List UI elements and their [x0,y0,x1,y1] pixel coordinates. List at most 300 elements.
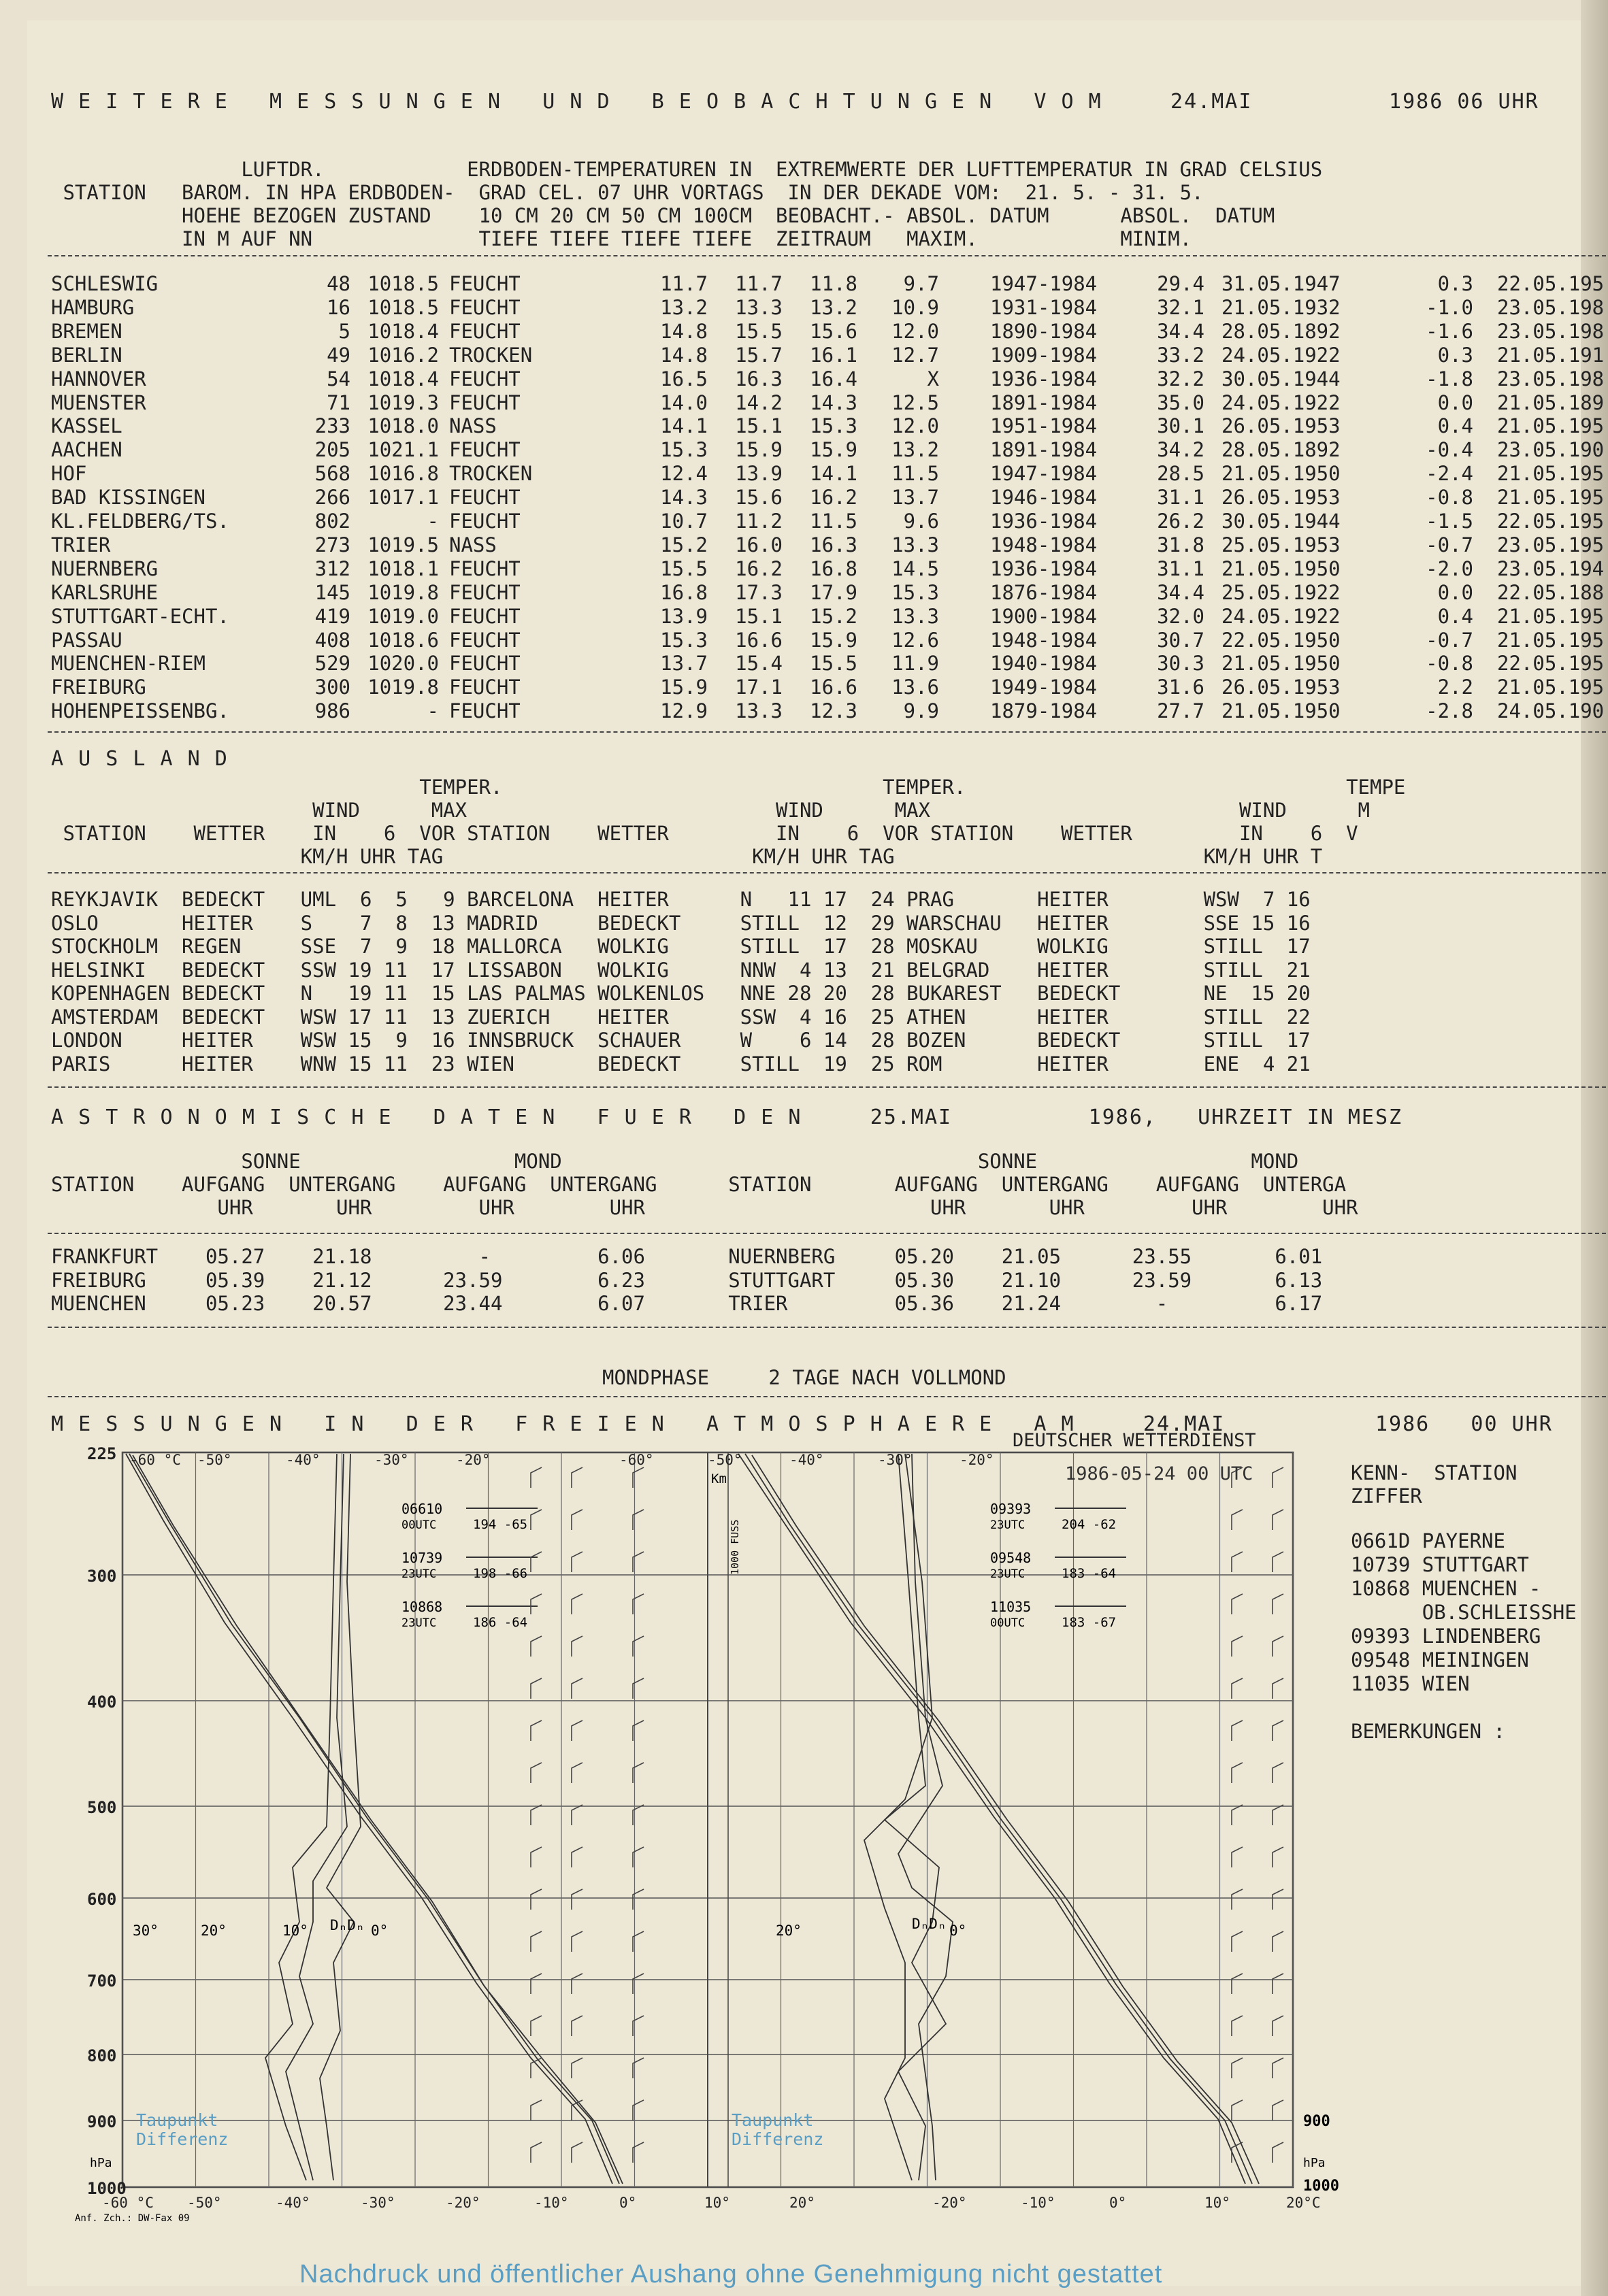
wind-barb [1232,2142,1243,2163]
remarks: BEMERKUNGEN : [1351,1720,1505,1743]
ausland-row: KOPENHAGEN BEDECKT N 19 11 15 LAS PALMAS WOLKENLOS NNE 28 20 28 BUKAREST BEDECKT NE 15 20 [51,982,1311,1005]
pressure-label: 600 [87,1890,117,1909]
ausland-title: A U S L A N D [51,747,229,771]
temp-label-top: -30° [878,1452,913,1468]
table-cell: 15.6 [810,319,857,343]
table-cell: 31.6 [1157,676,1204,699]
wind-barb [572,1763,583,1783]
table-cell: 33.2 [1157,343,1204,367]
legend-id: 10739 [401,1550,443,1566]
table-cell: 23.05.194 [1497,556,1605,580]
wind-barb [1273,1847,1283,1867]
table-cell: FEUCHT [449,628,521,652]
temp-label-bottom: 20° [789,2195,815,2211]
temp-label-bottom: -10° [534,2195,569,2211]
table-cell: NASS [449,414,497,438]
table-cell: 21.05.1950 [1221,652,1341,676]
table-cell: 23.05.195 [1497,533,1605,556]
key-row: 09548 MEININGEN [1351,1648,1529,1671]
table-cell: FEUCHT [449,438,521,462]
pressure-label: 300 [87,1567,117,1586]
divider [48,872,1606,874]
wind-barb [572,1594,583,1614]
table-cell: 14.5 [891,556,939,580]
table-cell: 23.05.198 [1497,319,1605,343]
table-cell: 13.3 [891,533,939,556]
chart-labels [75,1446,1339,2224]
ausland-table [51,888,1311,1076]
table-cell: 15.5 [735,319,783,343]
table-cell: 1876-1984 [990,580,1098,604]
table-cell: 24.05.1922 [1221,390,1341,414]
table-cell: 1946-1984 [990,486,1098,510]
legend-value: 194 -65 [473,1517,528,1532]
table-cell: 568 [314,462,350,486]
wind-barb [1273,2058,1283,2078]
table-cell: 21.05.195 [1497,486,1605,510]
key-row: 10868 MUENCHEN - [1351,1577,1541,1600]
table-cell: KL.FELDBERG/TS. [51,510,229,533]
ausland-row: LONDON HEITER WSW 15 9 16 INNSBRUCK SCHAUER W 6 14 28 BOZEN BEDECKT STILL 17 [51,1029,1311,1052]
germany-header-line: STATION BAROM. IN HPA ERDBODEN- GRAD CEL. 07 UHR VORTAGS IN DER DEKADE VOM: 21. 5. - 31. 5. [51,181,1204,204]
legend-time: 23UTC [401,1567,437,1581]
temp-label-bottom: -20° [932,2195,967,2211]
table-cell: - [427,699,439,723]
table-cell: 12.4 [660,462,708,486]
fuss-label: 1000 FUSS [729,1519,741,1575]
dewpoint-scale-label: 10° [282,1923,308,1939]
table-cell: 32.1 [1157,295,1204,319]
astro-header-line: SONNE MOND SONNE MOND [51,1150,1299,1173]
table-cell: 0.0 [1437,580,1473,604]
table-cell: 1900-1984 [990,604,1098,628]
temp-label-top: -20° [959,1452,994,1468]
dwd-label: DEUTSCHER WETTERDIENST [1013,1430,1256,1451]
wind-barb [1273,1805,1283,1825]
table-cell: 15.3 [660,628,708,652]
table-cell: -2.8 [1426,699,1473,723]
table-cell: TROCKEN [449,462,533,486]
temp-label-bottom: -50° [187,2195,222,2211]
wind-barb [1273,1678,1283,1699]
table-cell: -0.7 [1426,533,1473,556]
table-cell: X [927,367,939,390]
table-cell: 35.0 [1157,390,1204,414]
table-cell: 49 [327,343,350,367]
table-cell: 22.05.195 [1497,510,1605,533]
table-cell: 11.9 [891,652,939,676]
table-cell: FEUCHT [449,486,521,510]
table-cell: 273 [314,533,350,556]
table-cell: 21.05.189 [1497,390,1605,414]
table-cell: 1019.5 [367,533,439,556]
table-cell: 15.9 [660,676,708,699]
pressure-label: 400 [87,1693,117,1712]
table-cell: FEUCHT [449,652,521,676]
table-cell: 16.8 [810,556,857,580]
table-cell: 0.4 [1437,414,1473,438]
table-cell: 15.9 [735,438,783,462]
table-cell: 26.05.1953 [1221,414,1341,438]
chart-footer: Anf. Zch.: DW-Fax 09 [75,2213,190,2224]
table-cell: 1931-1984 [990,295,1098,319]
legend-value: 183 -64 [1062,1566,1117,1581]
table-cell: 11.7 [735,272,783,295]
table-cell: FEUCHT [449,367,521,390]
table-cell: 1948-1984 [990,628,1098,652]
table-cell: 26.05.1953 [1221,676,1341,699]
wind-barb [1232,1636,1243,1657]
table-cell: 15.7 [735,343,783,367]
chart-grid [122,1452,1293,2187]
table-cell: 30.05.1944 [1221,510,1341,533]
legend-time: 23UTC [990,1567,1025,1581]
temp-label-top: -20° [456,1452,491,1468]
temp-label-bottom: 10° [1204,2195,1230,2211]
astro-header [51,1150,1358,1219]
table-cell: -1.5 [1426,510,1473,533]
divider [48,1233,1606,1234]
temp-label-top: -60° [619,1452,654,1468]
table-cell: 13.3 [891,604,939,628]
key-row: 11035 WIEN [1351,1672,1470,1695]
table-cell: 9.7 [903,272,939,295]
table-cell: 1890-1984 [990,319,1098,343]
wind-barb [1273,1510,1283,1530]
wind-barb [531,1931,542,1952]
temp-label-bottom: -60 °C [102,2195,154,2211]
table-cell: 32.2 [1157,367,1204,390]
reprint-notice: Nachdruck und öffentlicher Aushang ohne Genehmigung nicht gestattet [299,2260,1163,2289]
table-cell: 13.2 [660,295,708,319]
table-cell: 1019.0 [367,604,439,628]
table-cell: FEUCHT [449,272,521,295]
table-cell: -0.8 [1426,486,1473,510]
table-cell: 12.7 [891,343,939,367]
table-cell: PASSAU [51,628,122,652]
table-cell: 1879-1984 [990,699,1098,723]
table-cell: 30.7 [1157,628,1204,652]
wind-barb [531,2100,542,2120]
astro-row: MUENCHEN 05.23 20.57 23.44 6.07 TRIER 05.36 21.24 - 6.17 [51,1292,1323,1315]
table-cell: 0.3 [1437,343,1473,367]
wind-barb [1273,1636,1283,1657]
dewpoint-scale-label: DₙDₙ [330,1917,365,1933]
temp-label-top: -40° [789,1452,824,1468]
table-cell: 10.9 [891,295,939,319]
table-cell: 31.8 [1157,533,1204,556]
legend-value: 198 -66 [473,1566,528,1581]
table-cell: MUENCHEN-RIEM [51,652,206,676]
table-cell: 34.4 [1157,580,1204,604]
table-cell: 13.2 [810,295,857,319]
table-cell: 21.05.191 [1497,343,1605,367]
table-cell: 1019.3 [367,390,439,414]
wind-barb [1232,1510,1243,1530]
table-cell: 15.2 [660,533,708,556]
km-label: Km [711,1471,727,1486]
table-cell: 48 [327,272,350,295]
wind-barb [572,1467,583,1488]
table-cell: 11.8 [810,272,857,295]
ausland-row: STOCKHOLM REGEN SSE 7 9 18 MALLORCA WOLKIG STILL 17 28 MOSKAU WOLKIG STILL 17 [51,935,1311,958]
table-cell: 25.05.1953 [1221,533,1341,556]
table-cell: 14.3 [810,390,857,414]
wind-barb [1273,1720,1283,1741]
dewpoint-scale-label: 20° [776,1923,802,1939]
wind-barb [1273,1974,1283,1994]
pressure-label: 900 [87,2112,117,2131]
wind-barb [1232,1594,1243,1614]
table-cell: 21.05.195 [1497,628,1605,652]
astro-header-line: STATION AUFGANG UNTERGANG AUFGANG UNTERGANG STATION AUFGANG UNTERGANG AUFGANG UNTERGA [51,1173,1347,1196]
table-cell: 1909-1984 [990,343,1098,367]
table-cell: 1948-1984 [990,533,1098,556]
chart-soundings [126,1454,1283,2184]
table-cell: 21.05.1950 [1221,556,1341,580]
table-cell: 9.9 [903,699,939,723]
table-cell: 15.6 [735,486,783,510]
table-cell: HOHENPEISSENBG. [51,699,229,723]
wind-barb [531,1889,542,1910]
legend-time: 00UTC [401,1518,437,1532]
table-cell: 205 [314,438,350,462]
table-cell: 1018.1 [367,556,439,580]
wind-barb [572,1931,583,1952]
wind-barb [572,2016,583,2036]
germany-header-line: HOEHE BEZOGEN ZUSTAND 10 CM 20 CM 50 CM 100CM BEOBACHT.- ABSOL. DATUM ABSOL. DATUM [51,204,1275,227]
wind-barb [572,1720,583,1741]
ausland-row: REYKJAVIK BEDECKT UML 6 5 9 BARCELONA HEITER N 11 17 24 PRAG HEITER WSW 7 16 [51,888,1311,911]
legend-id: 06610 [401,1501,443,1517]
wind-barb [531,1594,542,1614]
table-cell: - [427,510,439,533]
pressure-label: 800 [87,2046,117,2065]
table-cell: 28.05.1892 [1221,438,1341,462]
table-cell: 17.3 [735,580,783,604]
table-cell: 24.05.1922 [1221,343,1341,367]
table-cell: 529 [314,652,350,676]
table-cell: 26.2 [1157,510,1204,533]
table-cell: 5 [338,319,350,343]
temp-label-bottom: -40° [276,2195,310,2211]
pressure-label: 1000 [87,2179,127,2198]
table-cell: 16.6 [810,676,857,699]
table-cell: 21.05.1950 [1221,699,1341,723]
key-row: 10739 STUTTGART [1351,1553,1529,1576]
wind-barb [1273,2100,1283,2120]
table-cell: STUTTGART-ECHT. [51,604,229,628]
ausland-row: AMSTERDAM BEDECKT WSW 17 11 13 ZUERICH HEITER SSW 4 16 25 ATHEN HEITER STILL 22 [51,1005,1311,1029]
table-cell: 266 [314,486,350,510]
table-cell: 16.2 [810,486,857,510]
legend-id: 09548 [990,1550,1032,1566]
wind-barb [1232,1974,1243,1994]
table-cell: 1016.8 [367,462,439,486]
wind-barb [572,1678,583,1699]
wind-barb [1232,1678,1243,1699]
table-cell: HOF [51,462,87,486]
table-cell: 14.2 [735,390,783,414]
table-cell: -1.8 [1426,367,1473,390]
table-cell: 21.05.195 [1497,676,1605,699]
germany-header-line: LUFTDR. ERDBODEN-TEMPERATUREN IN EXTREMWERTE DER LUFTTEMPERATUR IN GRAD CELSIUS [51,158,1323,181]
table-cell: 16.3 [810,533,857,556]
pressure-label-right: 1000 [1303,2178,1339,2195]
temp-label-bottom: -10° [1021,2195,1055,2211]
table-cell: 21.05.195 [1497,462,1605,486]
wind-barb [1232,1720,1243,1741]
table-cell: FEUCHT [449,390,521,414]
table-cell: 16.4 [810,367,857,390]
table-cell: 1020.0 [367,652,439,676]
wind-barb [572,2142,583,2163]
temp-label-top: -30° [374,1452,409,1468]
wind-barb [531,1467,542,1488]
table-cell: FEUCHT [449,295,521,319]
main-title: W E I T E R E M E S S U N G E N U N D B E O B A C H T U N G E N V O M 24.MAI 1986 06 UHR [51,90,1539,114]
table-cell: 15.2 [810,604,857,628]
table-cell: 1018.5 [367,272,439,295]
wind-barb [1273,1889,1283,1910]
divider [48,1086,1606,1088]
table-cell: -2.4 [1426,462,1473,486]
table-cell: FEUCHT [449,699,521,723]
temp-label-top: -60 °C [129,1452,181,1468]
wind-barb [1232,2058,1243,2078]
table-cell: 15.1 [735,414,783,438]
table-cell: 1940-1984 [990,652,1098,676]
table-cell: BREMEN [51,319,122,343]
table-cell: 12.0 [891,319,939,343]
table-cell: 1021.1 [367,438,439,462]
table-cell: 31.1 [1157,556,1204,580]
table-cell: 2.2 [1437,676,1473,699]
legend-time: 00UTC [990,1616,1025,1630]
table-cell: 14.3 [660,486,708,510]
table-cell: -0.7 [1426,628,1473,652]
table-cell: 15.5 [810,652,857,676]
wind-barb [572,2058,583,2078]
aerological-diagram [68,1446,1347,2228]
ausland-row: PARIS HEITER WNW 15 11 23 WIEN BEDECKT STILL 19 25 ROM HEITER ENE 4 21 [51,1052,1311,1076]
temp-label-bottom: 0° [619,2195,637,2211]
wind-barb [531,1636,542,1657]
table-cell: 300 [314,676,350,699]
table-cell: 16.1 [810,343,857,367]
temp-label-bottom: 20°C [1286,2195,1321,2211]
table-cell: AACHEN [51,438,122,462]
table-cell: 12.6 [891,628,939,652]
table-cell: 1016.2 [367,343,439,367]
table-cell: KASSEL [51,414,122,438]
table-cell: 16.2 [735,556,783,580]
wind-barb [531,1805,542,1825]
table-cell: -0.4 [1426,438,1473,462]
temp-label-bottom: -30° [361,2195,395,2211]
table-cell: 13.9 [735,462,783,486]
legend-id: 09393 [990,1501,1032,1517]
wind-barb [1273,1931,1283,1952]
table-cell: 1891-1984 [990,438,1098,462]
chart-stamp: 1986-05-24 00 UTC [1065,1463,1253,1484]
wind-barb [1273,2016,1283,2036]
dewpoint-scale-label: 0° [949,1923,967,1939]
legend-time: 23UTC [401,1616,437,1630]
legend-id: 10868 [401,1599,443,1615]
wind-barb [531,2142,542,2163]
table-cell: 21.05.195 [1497,414,1605,438]
table-cell: 30.1 [1157,414,1204,438]
table-cell: 29.4 [1157,272,1204,295]
key-row: 09393 LINDENBERG [1351,1625,1541,1648]
table-cell: 23.05.198 [1497,295,1605,319]
hpa-label: hPa [90,2156,112,2170]
table-cell: 13.7 [891,486,939,510]
wind-barb [1232,1931,1243,1952]
table-cell: 1018.0 [367,414,439,438]
table-cell: 1018.4 [367,367,439,390]
taupunkt-label: Taupunkt [136,2110,218,2130]
table-cell: 0.0 [1437,390,1473,414]
wind-barb [1232,1805,1243,1825]
wind-barb [1273,1552,1283,1572]
temp-label-bottom: 0° [1109,2195,1127,2211]
ausland-header [51,776,1405,868]
table-cell: 1017.1 [367,486,439,510]
table-cell: KARLSRUHE [51,580,159,604]
table-cell: 34.2 [1157,438,1204,462]
divider [48,255,1606,256]
pressure-label: 225 [87,1446,117,1463]
astro-title: A S T R O N O M I S C H E D A T E N F U E R D E N 25.MAI 1986, UHRZEIT IN MESZ [51,1105,1403,1129]
table-cell: 14.0 [660,390,708,414]
table-cell: 12.3 [810,699,857,723]
table-cell: 22.05.188 [1497,580,1605,604]
wind-barb [572,1636,583,1657]
table-cell: 15.3 [660,438,708,462]
table-cell: 145 [314,580,350,604]
ausland-row: OSLO HEITER S 7 8 13 MADRID BEDECKT STILL 12 29 WARSCHAU HEITER SSE 15 16 [51,911,1311,935]
sounding-curve [286,1454,347,2180]
table-cell: SCHLESWIG [51,272,159,295]
ausland-header-line: STATION WETTER IN 6 VOR STATION WETTER IN 6 VOR STATION WETTER IN 6 V [51,822,1358,845]
table-cell: 802 [314,510,350,533]
table-cell: 312 [314,556,350,580]
wind-barb [531,1847,542,1867]
pressure-label-right: 900 [1303,2113,1330,2130]
wind-barb [572,1552,583,1572]
legend-time: 23UTC [990,1518,1025,1532]
divider [48,731,1606,733]
table-cell: 9.6 [903,510,939,533]
table-cell: 54 [327,367,350,390]
table-cell: 1019.8 [367,580,439,604]
table-cell: 71 [327,390,350,414]
wind-barb [572,1510,583,1530]
astro-table [51,1245,1322,1316]
ausland-header-line: WIND MAX WIND MAX WIND M [51,799,1371,822]
table-cell: 986 [314,699,350,723]
wind-barb [1232,1763,1243,1783]
table-cell: 24.05.190 [1497,699,1605,723]
wind-barb [1273,1467,1283,1488]
table-cell: 13.9 [660,604,708,628]
table-cell: 15.5 [660,556,708,580]
table-cell: -1.0 [1426,295,1473,319]
table-cell: 16.8 [660,580,708,604]
temp-label-bottom: -20° [446,2195,480,2211]
